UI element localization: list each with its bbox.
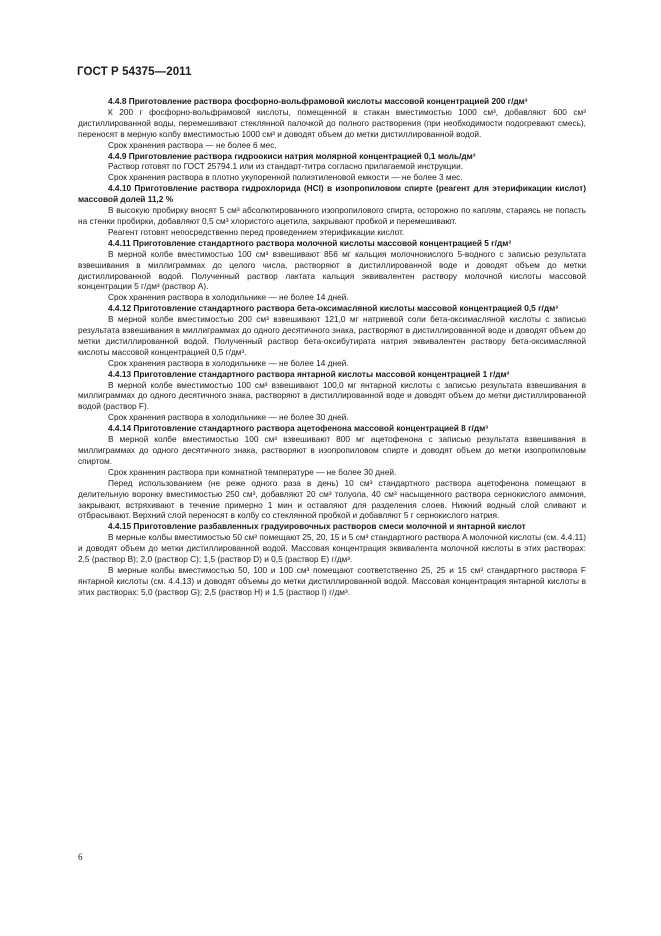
body-paragraph: Перед использованием (не реже одного раза в день) 10 см³ стандартного раствора ацетофенона помещают в делительную воронку вместимостью 250 см³, добавляют 20 см³ толуола, 40 см³ насыщенного раствора сернокислого аммония, закрывают, встряхивают в течение примерно 1 мин и оставляют для разделения слоев. Нижний водный слой сливают и отбрасывают. Верхний слой переносят в колбу со стеклянной пробкой и добавляют 5 г сернокислого натрия. [78,477,586,521]
body-paragraph: Срок хранения раствора в холодильнике — не более 14 дней. [108,292,349,303]
body-paragraph: Срок хранения раствора при комнатной температуре — не более 30 дней. [108,466,397,477]
section-heading: 4.4.8 Приготовление раствора фосфорно-вольфрамовой кислоты массовой концентрацией 200 г/дм³ [108,96,528,106]
body-paragraph: В мерной колбе вместимостью 100 см³ взвешивают 800 мг ацетофенона с записью результата взвешивания в миллиграммах до одного десятичного знака, растворяют в изопропиловом спирте и доводят объем до метки изопропиловым спиртом. [78,434,586,466]
section-heading: 4.4.13 Приготовление стандартного раствора янтарной кислоты массовой концентрацией 1 г/дм³ [108,368,510,379]
body-paragraph: В мерные колбы вместимостью 50 см³ помещают 25, 20, 15 и 5 см³ стандартного раствора A молочной кислоты (см. 4.4.11) и доводят объем до метки дистиллированной водой. Массовая концентрация эквивалента молочной кислоты в этих растворах: 2,5 (раствор B); 2,0 (раствор C); 1,5 (раствор D) и 0,5 (раствор E) г/дм³. [78,532,586,565]
body-paragraph: В мерной колбе вместимостью 100 см³ взвешивают 856 мг кальция молочнокислого 5-водного с записью результата взвешивания в миллиграммах до целого числа, растворяют в дистиллированной воде и доводят объем до метки дистиллированной водой. Полученный раствор лактата кальция эквивалентен раствору молочной кислоты массовой концентрации 5 г/дм³ (раствор A). [78,248,586,292]
body-paragraph: Срок хранения раствора — не более 6 мес. [108,139,277,150]
document-body [78,96,586,598]
body-paragraph: Раствор готовят по ГОСТ 25794.1 или из стандарт-титра согласно прилагаемой инструкции. [108,161,464,172]
section-heading: 4.4.15 Приготовление разбавленных градуировочных растворов смеси молочной и янтарной кислот [108,521,526,532]
page-number: 6 [78,852,83,862]
section-heading: 4.4.12 Приготовление стандартного раствора бета-оксимасляной кислоты массовой концентрацией 0,5 г/дм³ [108,303,559,314]
standard-header: ГОСТ Р 54375—2011 [77,66,192,78]
section-heading: 4.4.10 Приготовление раствора гидрохлорида (HCl) в изопропиловом спирте (реагент для этерификации кислот) массовой долей 11,2 % [78,183,586,205]
body-paragraph: Срок хранения раствора в холодильнике — не более 30 дней. [108,412,349,423]
body-paragraph: Срок хранения раствора в плотно укупоренной полиэтиленовой емкости — не более 3 мес. [108,172,463,183]
body-paragraph: В мерной колбе вместимостью 200 см³ взвешивают 121,0 мг натриевой соли бета-оксимасляной кислоты с записью результата взвешивания в миллиграммах до одного десятичного знака, растворяют в дистиллированной воде и доводят объем до метки дистиллированной водой. Полученный раствор бета-оксибутирата натрия эквивалентен раствору бета-оксимасляной кислоты массовой концентрацией 0,5 г/дм³. [78,314,586,357]
body-paragraph: К 200 г фосфорно-вольфрамовой кислоты, помещенной в стакан вместимостью 1000 см³, добавляют 600 см³ дистиллированной воды, перемешивают стеклянной палочкой до полного растворения (при необходимости подогревают смесь), переносят в мерную колбу вместимостью 1000 см³ и доводят объем до метки дистиллированной водой. [78,106,586,139]
body-paragraph: В высокую пробирку вносят 5 см³ абсолютированного изопропилового спирта, осторожно по каплям, стараясь не попасть на стенки пробирки, добавляют 0,5 см³ хлористого ацетила, закрывают пробкой и перемешивают. [78,205,586,226]
body-paragraph: В мерные колбы вместимостью 50, 100 и 100 см³ помещают соответственно 25, 25 и 15 см³ стандартного раствора F янтарной кислоты (см. 4.4.13) и доводят объемы до метки дистиллированной водой. Массовая концентрация янтарной кислоты в этих растворах: 5,0 (раствор G); 2,5 (раствор H) и 1,5 (раствор I) г/дм³. [78,564,586,597]
section-heading: 4.4.9 Приготовление раствора гидроокиси натрия молярной концентрацией 0,1 моль/дм³ [108,150,476,161]
body-paragraph: Срок хранения раствора в холодильнике — не более 14 дней. [108,357,349,368]
section-heading: 4.4.14 Приготовление стандартного раствора ацетофенона массовой концентрацией 8 г/дм³ [108,423,489,434]
section-heading: 4.4.11 Приготовление стандартного раствора молочной кислоты массовой концентрацией 5 г/дм³ [108,237,512,248]
body-paragraph: Реагент готовят непосредственно перед проведением этерификации кислот. [108,226,405,237]
body-paragraph: В мерной колбе вместимостью 100 см³ взвешивают 100,0 мг янтарной кислоты с записью результата взвешивания в миллиграммах до одного десятичного знака, растворяют в дистиллированной воде и доводят объем до метки дистиллированной водой (раствор F). [78,379,586,412]
